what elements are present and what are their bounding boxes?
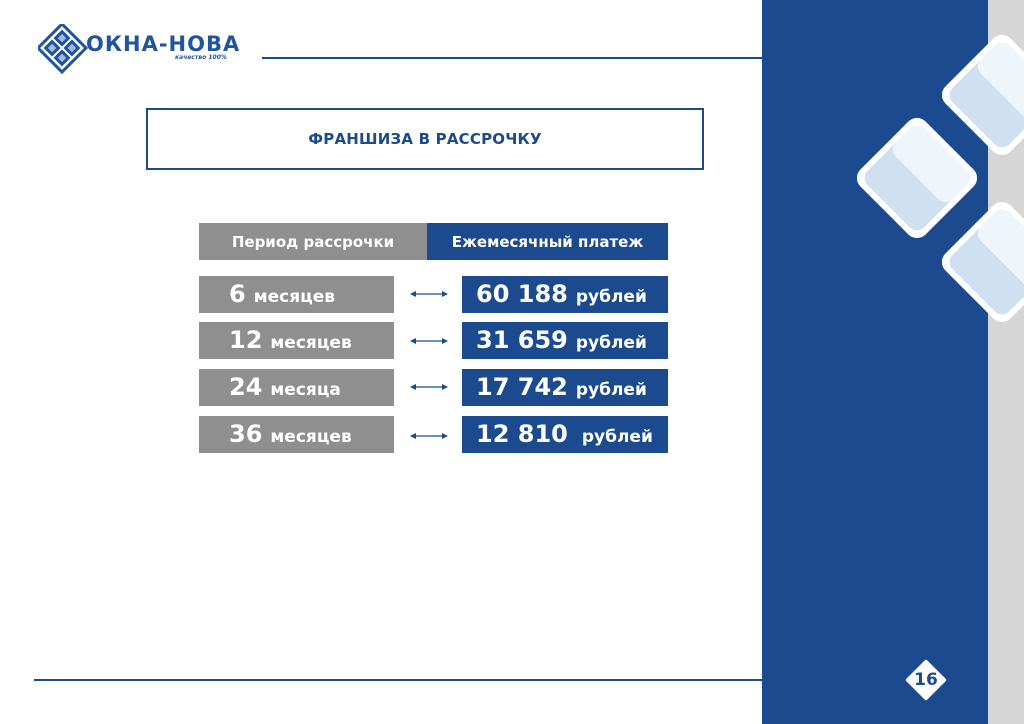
logo-diamond-icon <box>38 24 88 74</box>
footer-divider <box>34 679 904 681</box>
header-payment: Ежемесячный платеж <box>427 223 668 260</box>
brand-logo <box>38 24 270 74</box>
page-title: ФРАНШИЗА В РАССРОЧКУ <box>308 130 542 148</box>
payment-amount: 12 810 <box>476 420 568 448</box>
period-cell <box>199 276 394 313</box>
payment-currency: рублей <box>575 380 647 400</box>
period-cell <box>199 369 394 406</box>
logo-wordmark: ОКНА-НОВА <box>86 32 241 56</box>
logo-tagline: качество 100% <box>175 54 227 61</box>
payment-cell <box>462 322 668 359</box>
payment-currency: рублей <box>575 287 647 307</box>
page-number: 16 <box>914 670 938 690</box>
period-unit: месяцев <box>253 287 336 307</box>
double-arrow-icon <box>410 336 448 346</box>
double-arrow-icon <box>410 382 448 392</box>
double-arrow-icon <box>410 289 448 299</box>
payment-amount: 17 742 <box>476 373 568 401</box>
payment-amount: 60 188 <box>476 280 568 308</box>
period-unit: месяца <box>270 380 341 400</box>
payment-amount: 31 659 <box>476 326 568 354</box>
payment-cell <box>462 416 668 453</box>
payment-cell <box>462 276 668 313</box>
period-number: 24 <box>229 373 263 401</box>
payment-currency: рублей <box>581 427 653 447</box>
payment-currency: рублей <box>575 333 647 353</box>
period-number: 36 <box>229 420 263 448</box>
period-unit: месяцев <box>270 333 352 353</box>
decorative-side-panel <box>762 0 1024 724</box>
title-box <box>146 108 704 170</box>
payment-cell <box>462 369 668 406</box>
period-unit: месяцев <box>270 427 352 447</box>
period-cell <box>199 322 394 359</box>
page-number-badge <box>902 656 950 704</box>
header-period: Период рассрочки <box>199 223 427 260</box>
double-arrow-icon <box>410 431 448 441</box>
period-number: 6 <box>229 280 246 308</box>
period-number: 12 <box>229 326 263 354</box>
period-cell <box>199 416 394 453</box>
